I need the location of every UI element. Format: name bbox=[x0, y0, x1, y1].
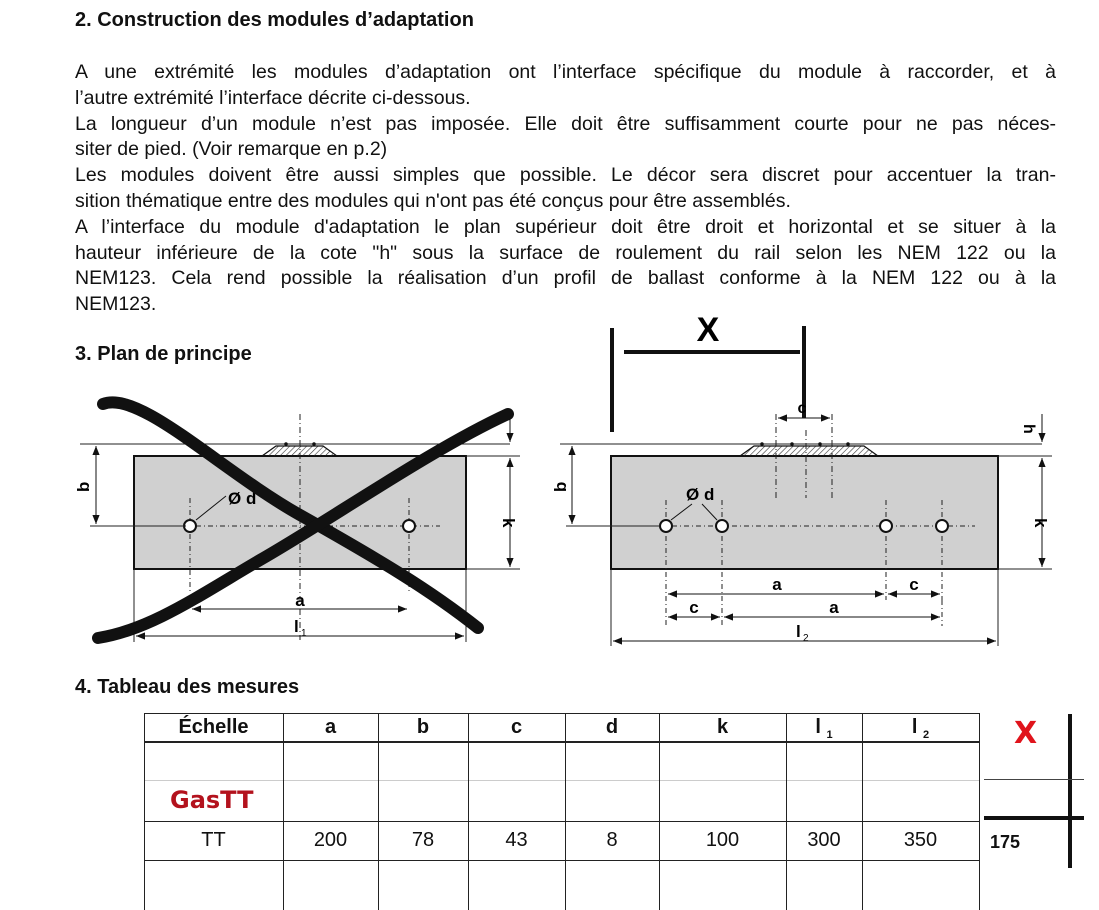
cell-b: 78 bbox=[411, 829, 435, 851]
header-l1: l $_1$ bbox=[815, 716, 833, 741]
cell-l2: 350 bbox=[903, 829, 938, 851]
label-l2: l bbox=[796, 622, 801, 641]
label-b: b bbox=[551, 481, 570, 492]
right-module-drawing bbox=[551, 311, 1052, 646]
cell-l1: 300 bbox=[807, 829, 841, 851]
label-diameter: Ø d bbox=[686, 485, 715, 504]
mounting-hole bbox=[936, 520, 948, 532]
handwritten-horizontal-line bbox=[984, 816, 1084, 820]
label-k: k bbox=[1031, 518, 1050, 528]
cell-d: 8 bbox=[606, 829, 618, 851]
cell-k: 100 bbox=[705, 829, 740, 851]
cell-c: 43 bbox=[505, 829, 528, 851]
paragraph-line: Les modules doivent être aussi simples que possible. Le décor sera discret pour accentuer la tran- bbox=[75, 164, 1056, 187]
label-c-top: c bbox=[797, 400, 807, 417]
mounting-hole bbox=[716, 520, 728, 532]
paragraph-line: hauteur inférieure de la cote "h" sous la surface de roulement du rail selon les NEM 122 ou la bbox=[75, 241, 1056, 264]
paragraph-line: La longueur d’un module n’est pas imposée. Elle doit être suffisamment courte pour ne pas néces- bbox=[75, 112, 1056, 135]
handwritten-vertical-line bbox=[1068, 714, 1072, 868]
section-2-heading: 2. Construction des modules d’adaptation bbox=[75, 9, 474, 31]
label-c-lower: c bbox=[689, 598, 699, 617]
section-3-heading: 3. Plan de principe bbox=[75, 343, 252, 365]
label-k: k bbox=[499, 518, 518, 528]
mounting-hole bbox=[880, 520, 892, 532]
header-k: k bbox=[716, 716, 729, 738]
cell-scale: TT bbox=[201, 829, 226, 851]
header-d: d bbox=[605, 716, 619, 738]
paragraph-line: sition thématique entre des modules qui n'ont pas été conçus pour être assemblés. bbox=[75, 189, 791, 212]
annotation-x-label: X bbox=[1014, 716, 1038, 751]
section-4-heading: 4. Tableau des mesures bbox=[75, 676, 300, 698]
paragraph-line: NEM123. Cela rend possible la réalisation d’un profil de ballast conforme à la NEM 122 ou à la bbox=[75, 267, 1056, 290]
header-echelle: Échelle bbox=[178, 716, 249, 738]
label-h: h bbox=[1020, 424, 1037, 434]
label-c-upper: c bbox=[909, 575, 919, 594]
label-b: b bbox=[74, 481, 93, 492]
header-l2: l $_2$ bbox=[911, 716, 930, 741]
header-c: c bbox=[510, 716, 523, 738]
paragraph-line: siter de pied. (Voir remarque en p.2) bbox=[75, 138, 388, 161]
header-b: b bbox=[416, 716, 430, 738]
label-a: a bbox=[295, 591, 305, 610]
right-module-body bbox=[611, 456, 998, 569]
label-l2-sub: 2 bbox=[803, 633, 809, 644]
paragraph-line: A une extrémité les modules d’adaptation ont l’interface spécifique du module à raccorder, et à bbox=[75, 61, 1056, 83]
label-a-upper: a bbox=[772, 575, 782, 594]
left-module-drawing bbox=[74, 402, 520, 642]
paragraph-line: A l’interface du module d'adaptation le plan supérieur doit être droit et horizontal et se situer à la bbox=[75, 215, 1056, 238]
track-profile bbox=[740, 446, 878, 456]
row-label-gastt: GasTT bbox=[170, 786, 254, 814]
label-l1: l bbox=[294, 617, 299, 636]
header-a: a bbox=[324, 716, 337, 738]
label-x: X bbox=[696, 311, 720, 349]
label-a-lower: a bbox=[829, 598, 839, 617]
paragraph-line: l’autre extrémité l’interface décrite ci-dessous. bbox=[75, 86, 471, 109]
paragraph-line: NEM123. bbox=[75, 293, 157, 316]
cell-x-value: 175 bbox=[990, 832, 1021, 852]
label-diameter: Ø d bbox=[228, 489, 257, 508]
cell-a: 200 bbox=[313, 829, 348, 851]
mounting-hole bbox=[403, 520, 415, 532]
mounting-hole bbox=[660, 520, 672, 532]
label-l1-sub: 1 bbox=[301, 628, 307, 639]
